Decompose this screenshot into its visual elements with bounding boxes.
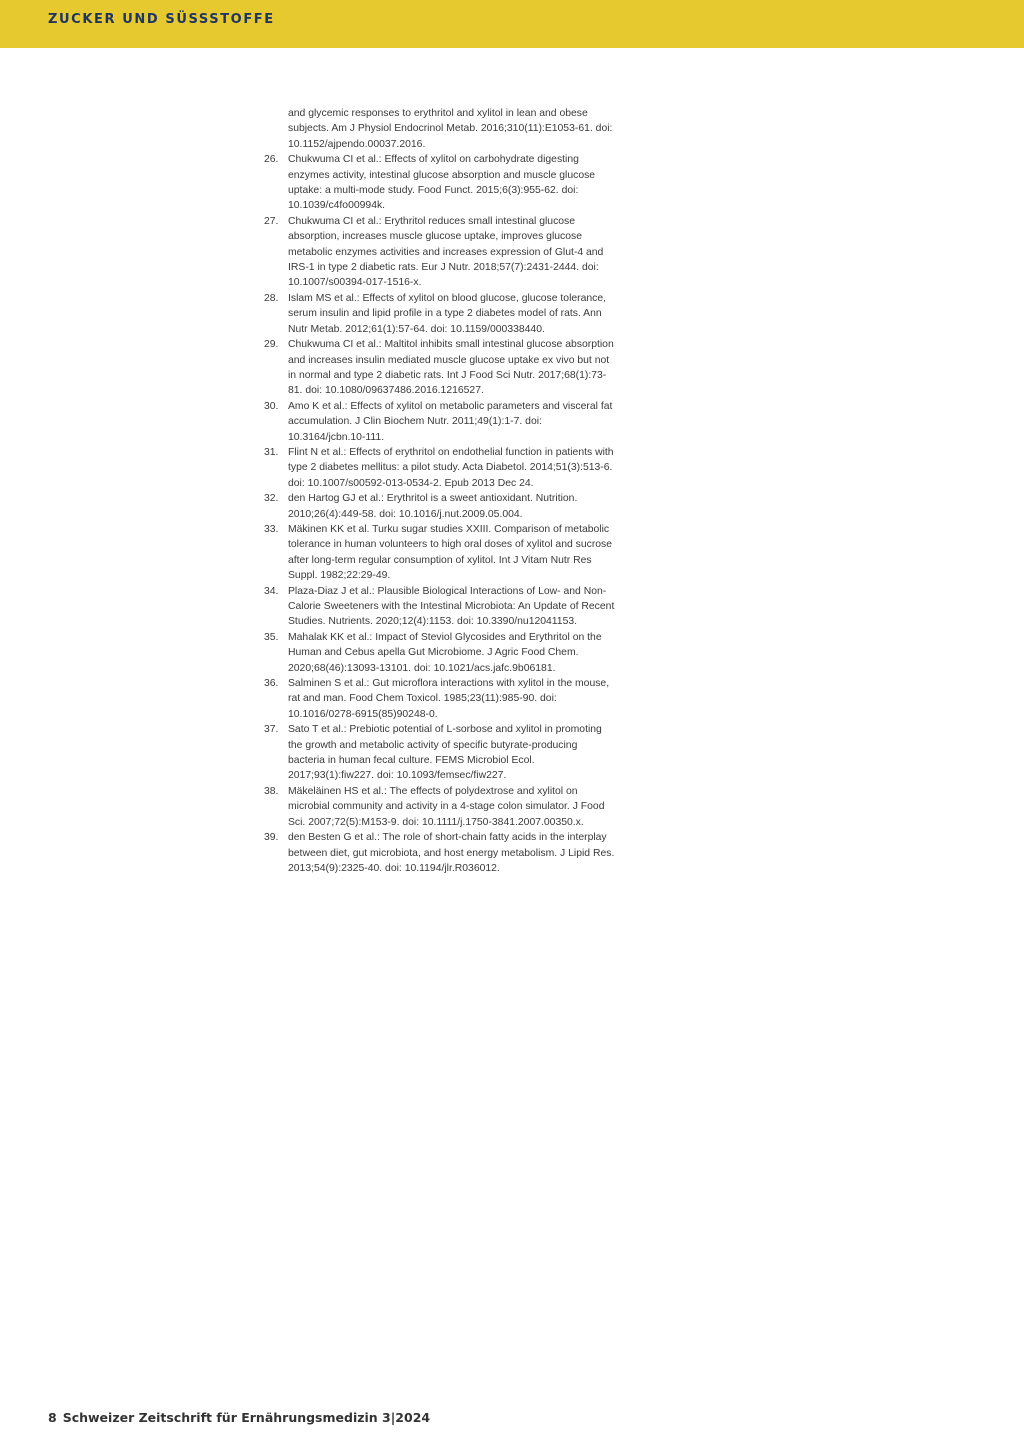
reference-number: 27. xyxy=(264,215,279,227)
section-title: ZUCKER UND SÜSSSTOFFE xyxy=(48,12,275,27)
reference-text: Islam MS et al.: Effects of xylitol on blood glucose, glucose tolerance, serum insulin and lipid profile in a type 2 diabetes model of rats. Ann Nutr Metab. 2012;61(1):57-64. doi: 10.1159/000338440. xyxy=(288,292,607,335)
reference-item xyxy=(264,830,616,876)
page-footer xyxy=(48,1410,430,1425)
reference-list xyxy=(264,106,616,876)
reference-item xyxy=(264,784,616,830)
reference-item xyxy=(264,214,616,291)
reference-text: Mäkeläinen HS et al.: The effects of polydextrose and xylitol on microbial community and activity in a 4-stage colon simulator. J Food Sci. 2007;72(5):M153-9. doi: 10.1111/j.1750-3841.2007.00350.x. xyxy=(288,785,605,828)
journal-name: Schweizer Zeitschrift für Ernährungsmedizin 3|2024 xyxy=(62,1410,431,1425)
reference-number: 38. xyxy=(264,785,279,797)
reference-number: 28. xyxy=(264,292,279,304)
reference-number: 30. xyxy=(264,400,279,412)
reference-number: 32. xyxy=(264,493,279,505)
reference-text: Salminen S et al.: Gut microflora interactions with xylitol in the mouse, rat and man. Food Chem Toxicol. 1985;23(11):985-90. doi: 10.1016/0278-6915(85)90248-0. xyxy=(288,678,610,720)
reference-text: Mäkinen KK et al. Turku sugar studies XXIII. Comparison of metabolic tolerance in human volunteers to high oral doses of xylitol and sucrose after long-term regular consumption of xylitol. Int J Vitam Nutr Res Suppl. 1982;22:29-49. xyxy=(288,523,613,582)
reference-text: den Besten G et al.: The role of short-chain fatty acids in the interplay between diet, gut microbiota, and host energy metabolism. J Lipid Res. 2013;54(9):2325-40. doi: 10.1194/jlr.R036012. xyxy=(288,832,615,874)
reference-item xyxy=(264,399,616,445)
reference-text: Chukwuma CI et al.: Maltitol inhibits small intestinal glucose absorption and increases insulin mediated muscle glucose uptake ex vivo but not in normal and type 2 diabetic rats. Int J Food Sci Nutr. 2017;68(1):73-81. doi: 10.1080/09637486.2016.1216527. xyxy=(288,339,614,397)
reference-text: Chukwuma CI et al.: Effects of xylitol on carbohydrate digesting enzymes activity, intestinal glucose absorption and muscle glucose uptake: a multi-mode study. Food Funct. 2015;6(3):955-62. doi: 10.1039/c4fo00994k. xyxy=(288,154,596,212)
reference-number: 35. xyxy=(264,631,279,643)
reference-number: 33. xyxy=(264,523,279,535)
reference-text: Mahalak KK et al.: Impact of Steviol Glycosides and Erythritol on the Human and Cebus apella Gut Microbiome. J Agric Food Chem. 2020;68(46):13093-13101. doi: 10.1021/acs.jafc.9b06181. xyxy=(288,631,602,674)
reference-item xyxy=(264,584,616,630)
reference-text: Plaza-Diaz J et al.: Plausible Biological Interactions of Low- and Non-Calorie Sweeteners with the Intestinal Microbiota: An Update of Recent Studies. Nutrients. 2020;12(4):1153. doi: 10.3390/nu12041153. xyxy=(288,585,615,628)
reference-items xyxy=(264,152,616,876)
header-bar xyxy=(0,0,1024,48)
reference-item xyxy=(264,291,616,337)
reference-number: 39. xyxy=(264,832,279,844)
reference-text: Chukwuma CI et al.: Erythritol reduces small intestinal glucose absorption, increases muscle glucose uptake, improves glucose metabolic enzymes activities and increases expression of Glut-4 and IRS-1 in type 2 diabetic rats. Eur J Nutr. 2018;57(7):2431-2444. doi: 10.1007/s00394-017-1516-x. xyxy=(288,215,604,289)
reference-text: Amo K et al.: Effects of xylitol on metabolic parameters and visceral fat accumulation. J Clin Biochem Nutr. 2011;49(1):1-7. doi: 10.3164/jcbn.10-111. xyxy=(288,400,613,443)
page-number: 8 xyxy=(48,1410,57,1425)
reference-number: 37. xyxy=(264,724,279,736)
reference-number: 36. xyxy=(264,678,279,690)
reference-text: den Hartog GJ et al.: Erythritol is a sweet antioxidant. Nutrition. 2010;26(4):449-58. doi: 10.1016/j.nut.2009.05.004. xyxy=(288,493,578,520)
reference-item xyxy=(264,491,616,522)
reference-text: Sato T et al.: Prebiotic potential of L-sorbose and xylitol in promoting the growth and metabolic activity of specific butyrate-producing bacteria in human fecal culture. FEMS Microbiol Ecol. 2017;93(1):fiw227. doi: 10.1093/femsec/fiw227. xyxy=(288,724,602,782)
reference-item xyxy=(264,445,616,491)
reference-number: 29. xyxy=(264,339,279,351)
reference-item xyxy=(264,522,616,584)
reference-number: 26. xyxy=(264,154,279,166)
reference-item xyxy=(264,630,616,676)
reference-item xyxy=(264,722,616,784)
reference-text: Flint N et al.: Effects of erythritol on endothelial function in patients with type 2 diabetes mellitus: a pilot study. Acta Diabetol. 2014;51(3):513-6. doi: 10.1007/s00592-013-0534-2. Epub 2013 Dec 24. xyxy=(288,446,614,489)
reference-number: 31. xyxy=(264,446,279,458)
reference-item xyxy=(264,337,616,399)
reference-item xyxy=(264,676,616,722)
reference-continuation: and glycemic responses to erythritol and xylitol in lean and obese subjects. Am J Physiol Endocrinol Metab. 2016;310(11):E1053-61. doi: 10.1152/ajpendo.00037.2016. xyxy=(288,108,613,150)
reference-number: 34. xyxy=(264,585,279,597)
reference-item xyxy=(264,152,616,214)
